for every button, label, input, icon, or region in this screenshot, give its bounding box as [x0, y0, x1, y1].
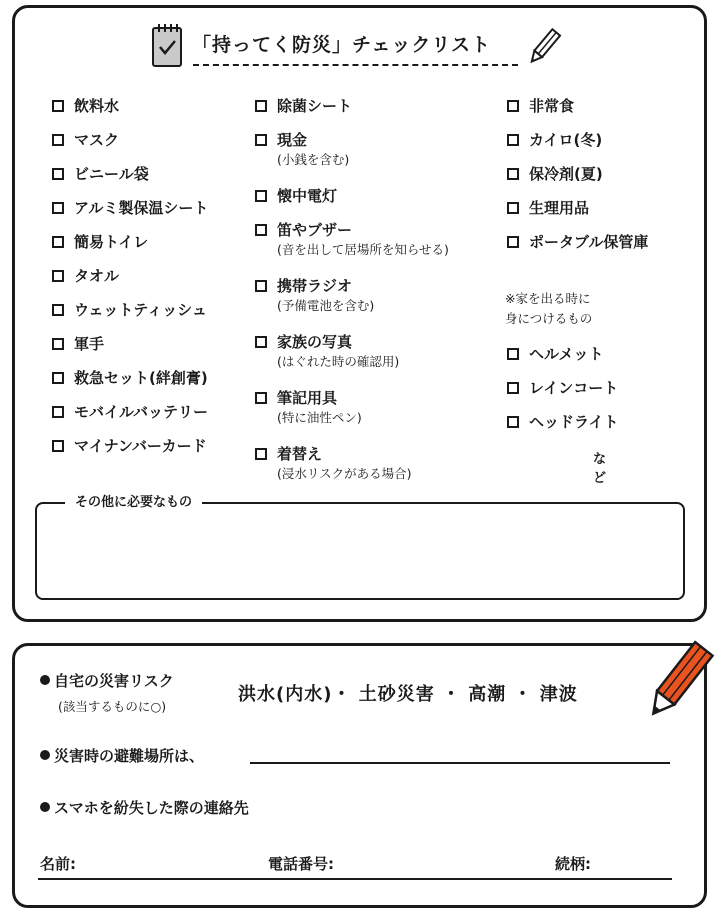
- checkbox[interactable]: [507, 416, 519, 428]
- checkbox[interactable]: [255, 448, 267, 460]
- checklist-item[interactable]: 生理用品: [507, 198, 589, 218]
- checkbox[interactable]: [255, 190, 267, 202]
- checklist-item[interactable]: 着替え (浸水リスクがある場合): [255, 444, 412, 483]
- checkbox[interactable]: [507, 168, 519, 180]
- other-items-label: その他に必要なもの: [65, 494, 202, 512]
- checklist-item[interactable]: ポータブル保管庫: [507, 232, 648, 252]
- checklist-item[interactable]: 懐中電灯: [255, 186, 337, 206]
- checkbox[interactable]: [52, 270, 64, 282]
- checkbox[interactable]: [255, 392, 267, 404]
- item-note: (はぐれた時の確認用): [277, 354, 400, 369]
- checklist-item[interactable]: マスク: [52, 130, 119, 150]
- contact-write-line[interactable]: [38, 878, 672, 880]
- item-note: (浸水リスクがある場合): [277, 466, 412, 481]
- checkbox[interactable]: [255, 134, 267, 146]
- checkbox[interactable]: [507, 348, 519, 360]
- checkbox[interactable]: [255, 224, 267, 236]
- other-items-field[interactable]: [35, 495, 685, 600]
- checklist-item[interactable]: カイロ(冬): [507, 130, 602, 150]
- checkbox[interactable]: [52, 236, 64, 248]
- checkbox[interactable]: [52, 168, 64, 180]
- checklist-item[interactable]: 携帯ラジオ (予備電池を含む): [255, 276, 374, 315]
- checklist-item[interactable]: タオル: [52, 266, 119, 286]
- checklist-item[interactable]: 軍手: [52, 334, 104, 354]
- checkbox[interactable]: [52, 134, 64, 146]
- checkbox[interactable]: [255, 336, 267, 348]
- checkbox[interactable]: [507, 382, 519, 394]
- risk-label: 自宅の災害リスク: [40, 670, 174, 691]
- checkbox[interactable]: [507, 202, 519, 214]
- checkbox[interactable]: [52, 440, 64, 452]
- checklist-item[interactable]: レインコート: [507, 378, 618, 398]
- checkbox[interactable]: [255, 100, 267, 112]
- checklist-item[interactable]: モバイルバッテリー: [52, 402, 208, 422]
- checkbox[interactable]: [52, 100, 64, 112]
- checkbox[interactable]: [507, 134, 519, 146]
- name-label: 名前:: [40, 855, 76, 873]
- title-underline: [193, 64, 518, 66]
- checklist-item[interactable]: 簡易トイレ: [52, 232, 148, 252]
- page-title: 「持ってく防災」チェックリスト: [192, 34, 492, 56]
- notepad-check-icon: [150, 22, 184, 72]
- checklist-item[interactable]: 現金 (小銭を含む): [255, 130, 349, 169]
- checkbox[interactable]: [52, 338, 64, 350]
- wear-note: ※家を出る時に 身につけるもの: [505, 291, 593, 326]
- etc-label: など: [593, 452, 607, 486]
- shelter-label: 災害時の避難場所は、: [40, 745, 204, 766]
- item-note: (小銭を含む): [277, 152, 350, 167]
- checklist-item[interactable]: 飲料水: [52, 96, 119, 116]
- checklist-item[interactable]: ウェットティッシュ: [52, 300, 207, 320]
- bullet-icon: [40, 802, 50, 812]
- risk-options[interactable]: 洪水(内水)・ 土砂災害 ・ 高潮 ・ 津波: [238, 684, 578, 705]
- bullet-icon: [40, 750, 50, 760]
- checkbox[interactable]: [52, 372, 64, 384]
- pencil-icon: [640, 636, 716, 732]
- risk-note: (該当するものに○): [58, 699, 167, 714]
- pencil-icon: [526, 26, 562, 72]
- checklist-item[interactable]: 家族の写真 (はぐれた時の確認用): [255, 332, 399, 371]
- checklist-item[interactable]: 除菌シート: [255, 96, 352, 116]
- checklist-item[interactable]: 非常食: [507, 96, 574, 116]
- item-note: (特に油性ペン): [277, 410, 362, 425]
- checkbox[interactable]: [507, 236, 519, 248]
- item-note: (音を出して居場所を知らせる): [277, 242, 449, 257]
- checkbox[interactable]: [52, 406, 64, 418]
- checklist-item[interactable]: 笛やブザー (音を出して居場所を知らせる): [255, 220, 449, 259]
- shelter-write-line[interactable]: [250, 762, 670, 764]
- checklist-item[interactable]: 筆記用具 (特に油性ペン): [255, 388, 362, 427]
- checkbox[interactable]: [255, 280, 267, 292]
- checklist-item[interactable]: ビニール袋: [52, 164, 149, 184]
- checklist-item[interactable]: ヘッドライト: [507, 412, 619, 432]
- contact-label: スマホを紛失した際の連絡先: [40, 797, 249, 818]
- bullet-icon: [40, 675, 50, 685]
- item-note: (予備電池を含む): [277, 298, 375, 313]
- relation-label: 続柄:: [555, 855, 591, 873]
- checklist-item[interactable]: ヘルメット: [507, 344, 604, 364]
- checklist-item[interactable]: 保冷剤(夏): [507, 164, 603, 184]
- checklist-item[interactable]: マイナンバーカード: [52, 436, 207, 456]
- phone-label: 電話番号:: [268, 855, 334, 873]
- checkbox[interactable]: [52, 202, 64, 214]
- checkbox[interactable]: [52, 304, 64, 316]
- checkbox[interactable]: [507, 100, 519, 112]
- checklist-item[interactable]: 救急セット(絆創膏): [52, 368, 208, 388]
- checklist-item[interactable]: アルミ製保温シート: [52, 198, 208, 218]
